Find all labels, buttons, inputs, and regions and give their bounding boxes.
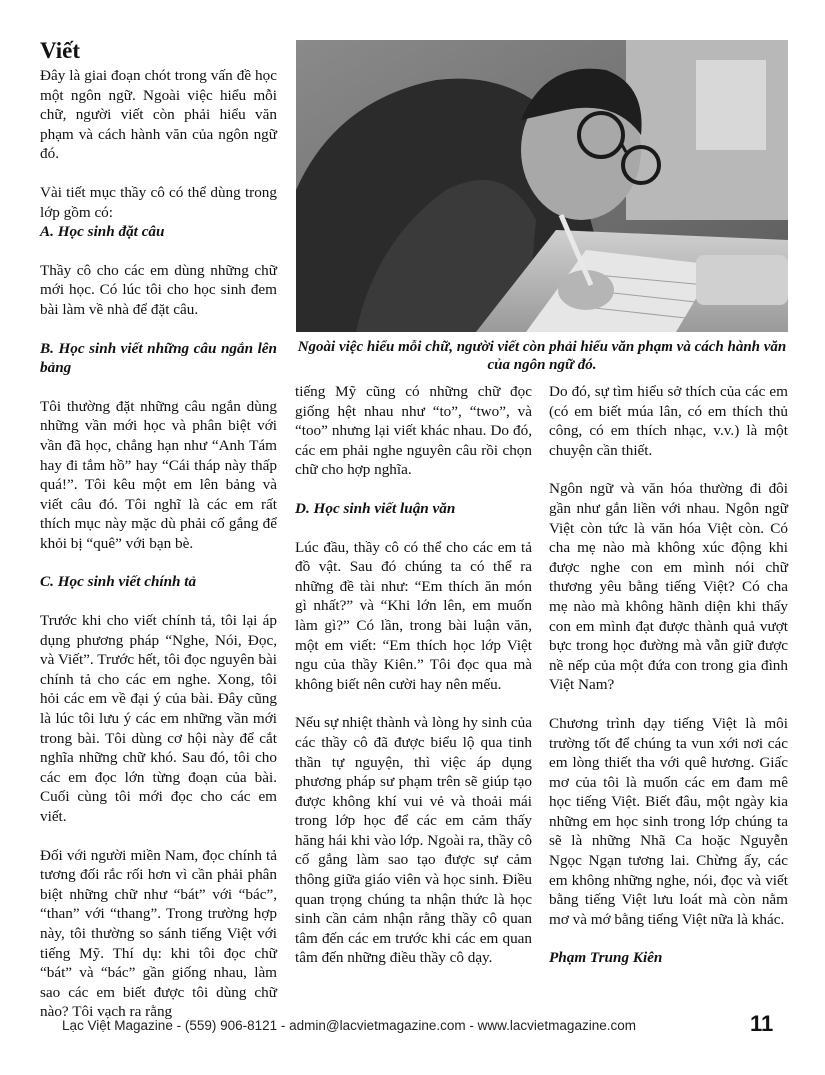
section-c-body: Trước khi cho viết chính tả, tôi lại áp dụng phương pháp “Nghe, Nói, Đọc, và Viết”. Trước hết, tôi đọc nguyên bài chính tả cho các em nghe. Xong, tôi hỏi các em về đại ý của bài. Đây cũng là lúc tôi lưu ý các em những vần mới trong bài. Tôi dùng cơ hội này để cắt nghĩa những chữ khó. Sau đó, tôi cho các em đọc lớn từng đoạn của bài. Cuối cùng tôi mới đọc cho các em viết. [40, 612, 277, 825]
culture-paragraph: Ngôn ngữ và văn hóa thường đi đôi gần như gắn liền với nhau. Ngôn ngữ Việt còn tức là văn hóa Việt còn. Có cha mẹ nào mà không xúc động khi được nghe con em mình nói chữ thương yêu bằng tiếng Việt? Có cha mẹ nào mà không hãnh diện khi thấy con em mình đạt được thành quả vượt bực trong học đường mà vẫn giữ được nề nếp của một đứa con trong gia đình Việt Nam? [549, 480, 788, 694]
section-b-heading: B. Học sinh viết những câu ngắn lên bảng [40, 339, 277, 377]
photo-illustration [296, 40, 788, 332]
student-writing-photo [296, 40, 788, 332]
section-c-heading: C. Học sinh viết chính tả [40, 573, 197, 591]
photo-caption: Ngoài việc hiểu mỗi chữ, người viết còn phải hiểu văn phạm và cách hành văn của ngôn ngữ đó. [297, 339, 787, 373]
enthusiasm-paragraph: Nếu sự nhiệt thành và lòng hy sinh của các thầy cô đã được biểu lộ qua tinh thần tự nguyện, thì việc áp dụng phương pháp sư phạm trên sẽ giúp tạo được không khí vui vẻ và thoải mái trong lớp học để các em cảm thấy hăng hái khi vào lớp. Ngoài ra, thầy cô cố gắng làm sao tạo được sự cảm thông giữa giáo viên và học sinh. Điều quan trọng chúng ta nhận thức là học sinh cần cảm nhận rằng thầy cô quan tâm đến các em trước khi các em quan tâm đến những điều thầy cô dạy. [295, 714, 532, 967]
section-a-body: Thầy cô cho các em dùng những chữ mới học. Có lúc tôi cho học sinh đem bài làm về nhà để đặt câu. [40, 261, 277, 318]
section-b-body: Tôi thường đặt những câu ngắn dùng những vần mới học và phân biệt với vần đã học, chẳng hạn như “Anh Tám hay đi tắm hồ” hay “Cái tháp này thấp quá!”. Tôi kêu một em lên bảng và viết câu đó. Tôi nghĩ là các em rất thích mục này mặc dù phải cố gắng để khỏi bị “quê” với bạn bè. [40, 397, 277, 552]
list-intro-paragraph: Vài tiết mục thầy cô có thể dùng trong lớp gồm có: [40, 183, 277, 221]
section-a-heading: A. Học sinh đặt câu [40, 223, 165, 241]
col2-continuation: tiếng Mỹ cũng có những chữ đọc giống hệt nhau như “to”, “two”, và “too” nhưng lại viết khác nhau. Do đó, các em phải nghe nguyên câu rồi chọn chữ cho hợp nghĩa. [295, 383, 532, 479]
col3-continuation: Do đó, sự tìm hiểu sở thích của các em (có em biết múa lân, có em thích thủ công, có em thích nhạc, v.v.) là một chuyện cần thiết. [549, 383, 788, 459]
column-2 [295, 382, 532, 968]
program-paragraph: Chương trình dạy tiếng Việt là môi trường tốt để chúng ta vun xới nơi các em lòng thiết tha với quê hương. Giấc mơ của tôi là muốn các em đam mê học tiếng Việt. Biết đâu, một ngày kia những em học sinh trong lớp chúng ta sẽ là những Nhã Ca hoặc Nguyễn Ngọc Ngạn tương lai. Chừng ấy, các em không những nghe, nói, đọc và viết bằng tiếng Việt lưu loát mà còn nằm mơ và mớ bằng tiếng Việt nữa là khác. [549, 714, 788, 928]
author-name: Phạm Trung Kiên [549, 949, 663, 967]
south-paragraph: Đối với người miền Nam, đọc chính tả tương đối rắc rối hơn vì cần phải phân biệt những chữ như “bát” với “bác”, “than” với “thang”. Trong trường hợp này, tôi thường so sánh tiếng Việt với tiếng Mỹ. Thí dụ: khi tôi đọc chữ “bát” và “bác” gần giống nhau, làm sao các em biết được tôi dùng chữ nào? Tôi vạch ra rằng [40, 846, 277, 1021]
column-3 [549, 382, 788, 968]
section-d-heading: D. Học sinh viết luận văn [295, 499, 456, 517]
article-title: Viết [40, 38, 81, 63]
page-number: 11 [750, 1011, 774, 1036]
column-1 [40, 38, 277, 1022]
section-d-body: Lúc đầu, thầy cô có thể cho các em tả đồ vật. Sau đó chúng ta có thể ra những đề tài như: “Em thích ăn món gì nhất?” và “Khi lớn lên, em muốn làm gì?” Có lần, trong bài luận văn, một em viết: “Em thích học lớp Việt ngu của thầy Kiên.” Tôi đọc qua mà không biết nên cười hay nên mếu. [295, 538, 532, 693]
footer-contact: Lạc Việt Magazine - (559) 906-8121 - admin@lacvietmagazine.com - www.lacvietmagazine.com [62, 1018, 636, 1033]
intro-paragraph: Đây là giai đoạn chót trong vấn đề học một ngôn ngữ. Ngoài việc hiểu mỗi chữ, người viết còn phải hiểu văn phạm và cách hành văn của ngôn ngữ đó. [40, 67, 277, 163]
